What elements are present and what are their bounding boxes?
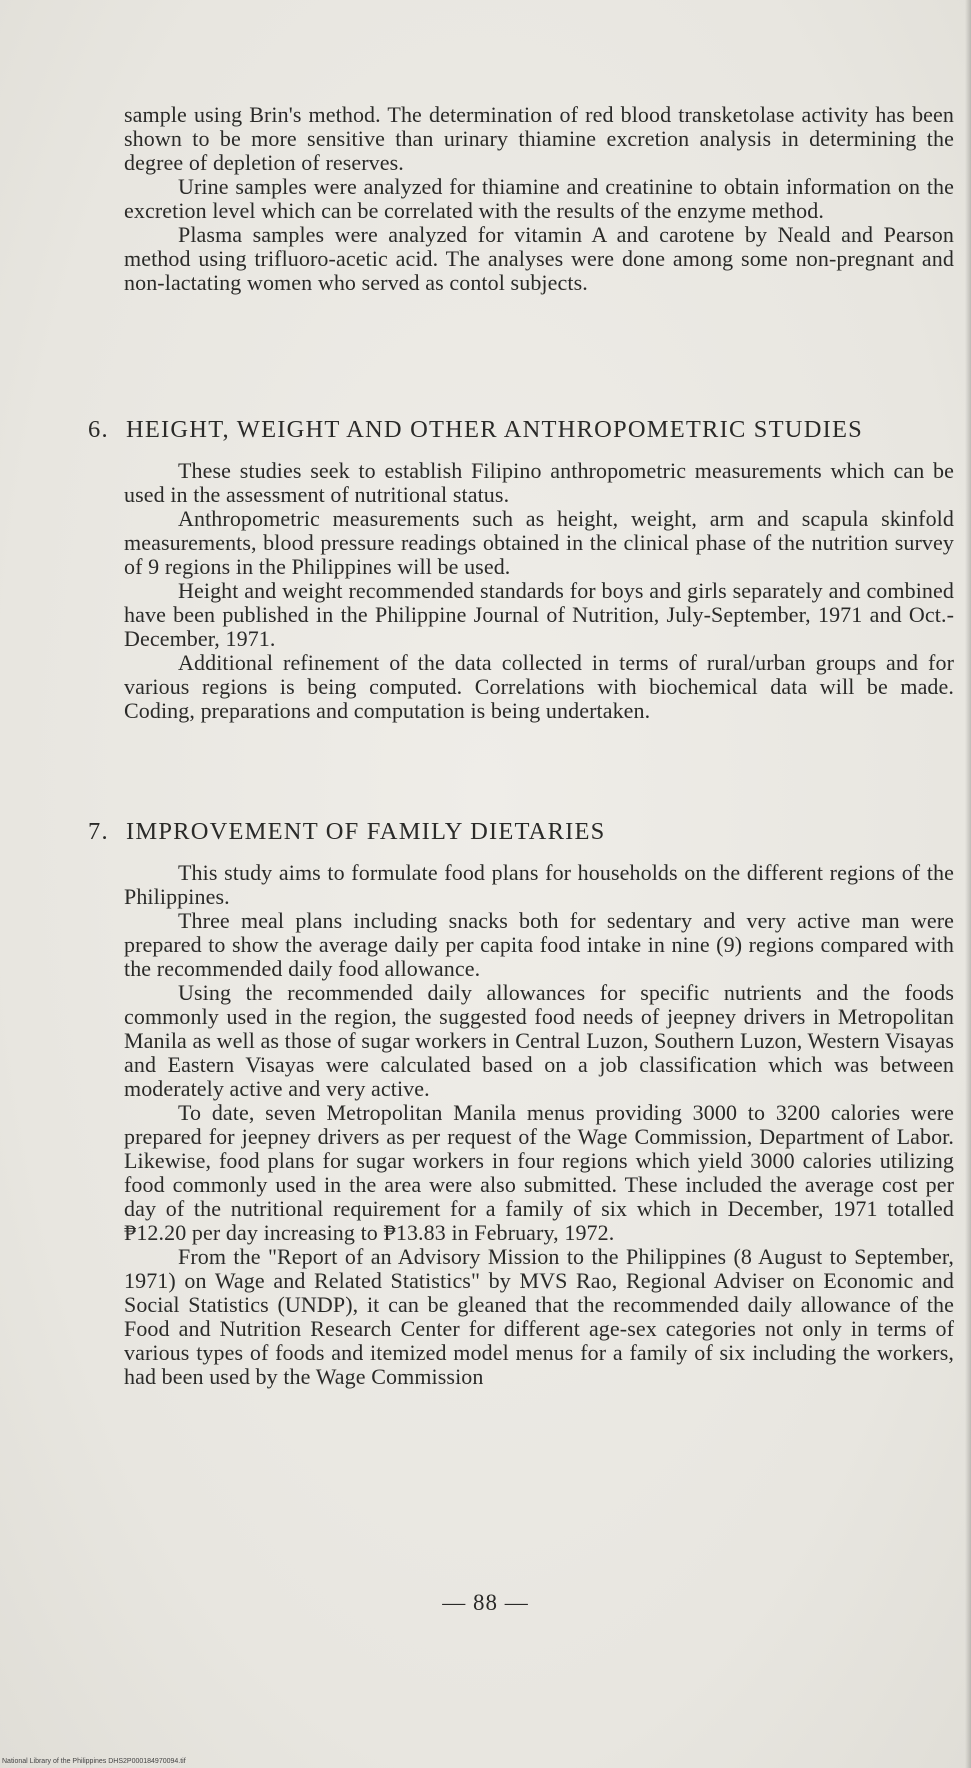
intro-paragraph-3: Plasma samples were analyzed for vitamin A and carotene by Neald and Pearson method using trifluoro-acetic acid. The analyses were done among some non-pregnant and non-lactating women who served as contol subjects. xyxy=(124,222,954,295)
section-6-heading xyxy=(88,416,958,444)
page-edge-shadow xyxy=(965,0,971,1768)
scan-footer-stamp: National Library of the Philippines DHS2P000184970094.tif xyxy=(2,1758,186,1765)
section-7-body xyxy=(124,861,954,1389)
section-7-paragraph-3: Using the recommended daily allowances for specific nutrients and the foods commonly used in the region, the suggested food needs of jeepney drivers in Metropolitan Manila as well as those of sugar workers in Central Luzon, Southern Luzon, Western Visayas and Eastern Visayas were calculated based on a job classification which was between moderately active and very active. xyxy=(124,980,954,1101)
section-7-paragraph-5: From the "Report of an Advisory Mission to the Philippines (8 August to September, 1971) on Wage and Related Statistics" by MVS Rao, Regional Adviser on Economic and Social Statistics (UNDP), it can be gleaned that the recommended daily allowance of the Food and Nutrition Research Center for different age-sex categories not only in terms of various types of foods and itemized model menus for a family of six including the workers, had been used by the Wage Commission xyxy=(124,1244,954,1389)
page-number: — 88 — xyxy=(442,1590,529,1615)
section-6-paragraph-1: These studies seek to establish Filipino anthropometric measurements which can be used in the assessment of nutritional status. xyxy=(124,458,954,507)
section-6-paragraph-3: Height and weight recommended standards for boys and girls separately and combined have been published in the Philippine Journal of Nutrition, July-September, 1971 and Oct.-December, 1971. xyxy=(124,578,954,651)
intro-paragraph-2: Urine samples were analyzed for thiamine and creatinine to obtain information on the excretion level which can be correlated with the results of the enzyme method. xyxy=(124,174,954,223)
intro-block xyxy=(124,103,954,295)
section-7-heading xyxy=(88,818,958,846)
section-7-paragraph-2: Three meal plans including snacks both for sedentary and very active man were prepared to show the average daily per capita food intake in nine (9) regions compared with the recommended daily food allowance. xyxy=(124,908,954,981)
section-6-number: 6. xyxy=(88,416,109,443)
section-7-paragraph-1: This study aims to formulate food plans for households on the different regions of the Philippines. xyxy=(124,860,954,909)
section-7-title: IMPROVEMENT OF FAMILY DIETARIES xyxy=(126,818,606,845)
section-7-paragraph-4: To date, seven Metropolitan Manila menus providing 3000 to 3200 calories were prepared for jeepney drivers as per request of the Wage Commission, Department of Labor. Likewise, food plans for sugar workers in four regions which yield 3000 calories utilizing food commonly used in the area were also submitted. These included the average cost per day of the nutritional requirement for a family of six which in December, 1971 totalled ₱12.20 per day increasing to ₱13.83 in February, 1972. xyxy=(124,1100,954,1245)
section-6-paragraph-2: Anthropometric measurements such as height, weight, arm and scapula skinfold measurements, blood pressure readings obtained in the clinical phase of the nutrition survey of 9 regions in the Philippines will be used. xyxy=(124,506,954,579)
section-7-number: 7. xyxy=(88,818,109,845)
intro-paragraph-1: sample using Brin's method. The determination of red blood transketolase activity has been shown to be more sensitive than urinary thiamine excretion analysis in determining the degree of depletion of reserves. xyxy=(124,102,954,175)
section-6-title: HEIGHT, WEIGHT AND OTHER ANTHROPOMETRIC STUDIES xyxy=(126,416,863,443)
section-6-body xyxy=(124,459,954,723)
section-6-paragraph-4: Additional refinement of the data collected in terms of rural/urban groups and for various regions is being computed. Correlations with biochemical data will be made. Coding, preparations and computation is being undertaken. xyxy=(124,650,954,723)
